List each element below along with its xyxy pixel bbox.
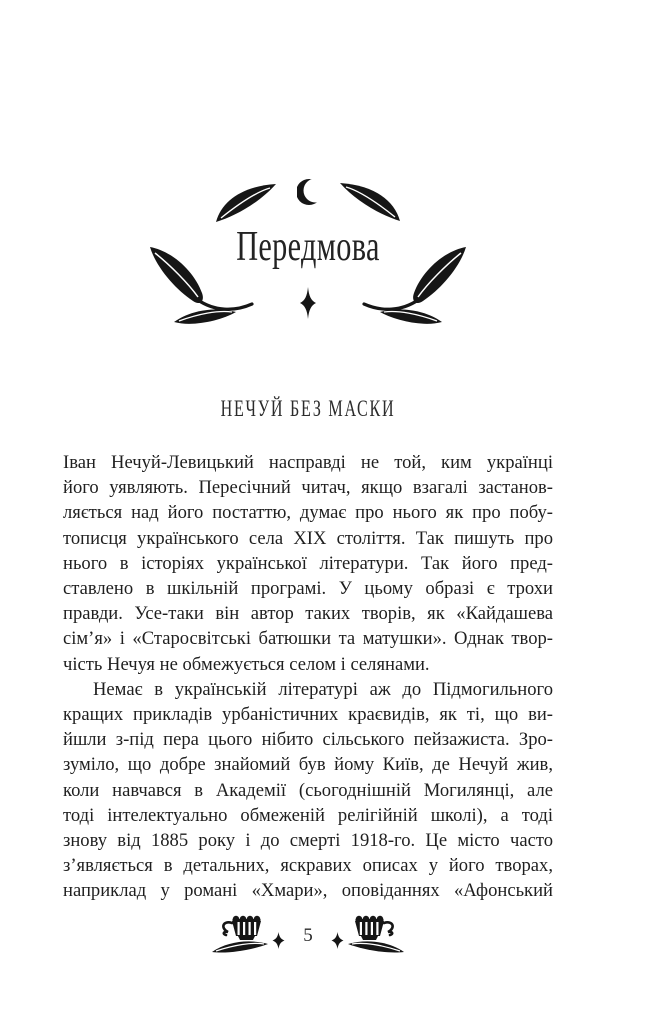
- footer-star-right-icon: [331, 932, 344, 949]
- four-pointed-star-icon: [299, 287, 317, 319]
- teacup-ornament-left-icon: [212, 911, 268, 955]
- laurel-leaf-top-right-icon: [338, 181, 402, 223]
- text-line: знову від 1885 року і до смерті 1918-го. Це місто часто: [63, 830, 553, 852]
- text-line: сім’я» і «Старосвітські батюшки та матушки». Однак твор-: [63, 628, 553, 650]
- chapter-ornament: [150, 176, 466, 328]
- laurel-branch-right-icon: [362, 245, 468, 337]
- text-line: тописця українського села XIX століття. Так пишуть про: [63, 527, 553, 549]
- text-line: йшли з-під пера цього нібито сільського пейзажиста. Зро-: [63, 729, 553, 751]
- page-footer: [0, 911, 616, 959]
- text-line: нього в історіях української літератури. Так його пред-: [63, 552, 553, 574]
- page-number: 5: [303, 925, 313, 946]
- text-line: його уявляють. Пересічний читач, якщо взагалі застанов-: [63, 477, 553, 499]
- laurel-branch-left-icon: [148, 245, 254, 337]
- text-line: Іван Нечуй-Левицький насправді не той, ким українці: [63, 452, 553, 473]
- text-line: кращих прикладів урбаністичних краєвидів, як ті, що ви-: [63, 704, 553, 726]
- text-line: тоді інтелектуально обмеженій релігійній школі), а тоді: [63, 804, 553, 826]
- text-line: правди. Усе-таки він автор таких творів, як «Кайдашева: [63, 603, 553, 625]
- text-line: наприклад у романі «Хмари», оповіданнях «Афонський: [63, 880, 553, 902]
- text-line: Немає в українській літературі аж до Підмогильного: [93, 678, 553, 700]
- teacup-ornament-right-icon: [348, 911, 404, 955]
- text-line: зуміло, що добре знайомий був йому Київ, де Нечуй жив,: [63, 754, 553, 776]
- text-line: коли навчався в Академії (сьогоднішній Могилянці, але: [63, 779, 553, 801]
- text-line: з’являється в детальних, яскравих описах у його творах,: [63, 855, 553, 877]
- body-text: [63, 450, 553, 904]
- section-heading: НЕЧУЙ БЕЗ МАСКИ: [220, 396, 396, 421]
- crescent-moon-icon: [297, 177, 319, 207]
- text-line: ставлено в шкільній програмі. У цьому образі є трохи: [63, 578, 553, 600]
- text-line: чість Нечуя не обмежується селом і селянами.: [63, 653, 430, 675]
- footer-star-left-icon: [272, 932, 285, 949]
- chapter-title: Передмова: [236, 224, 380, 270]
- text-line: ляється над його постаттю, думає про нього як про побу-: [63, 502, 553, 524]
- laurel-leaf-top-left-icon: [214, 182, 278, 224]
- teacup-ornament-right-wrap: [348, 911, 404, 955]
